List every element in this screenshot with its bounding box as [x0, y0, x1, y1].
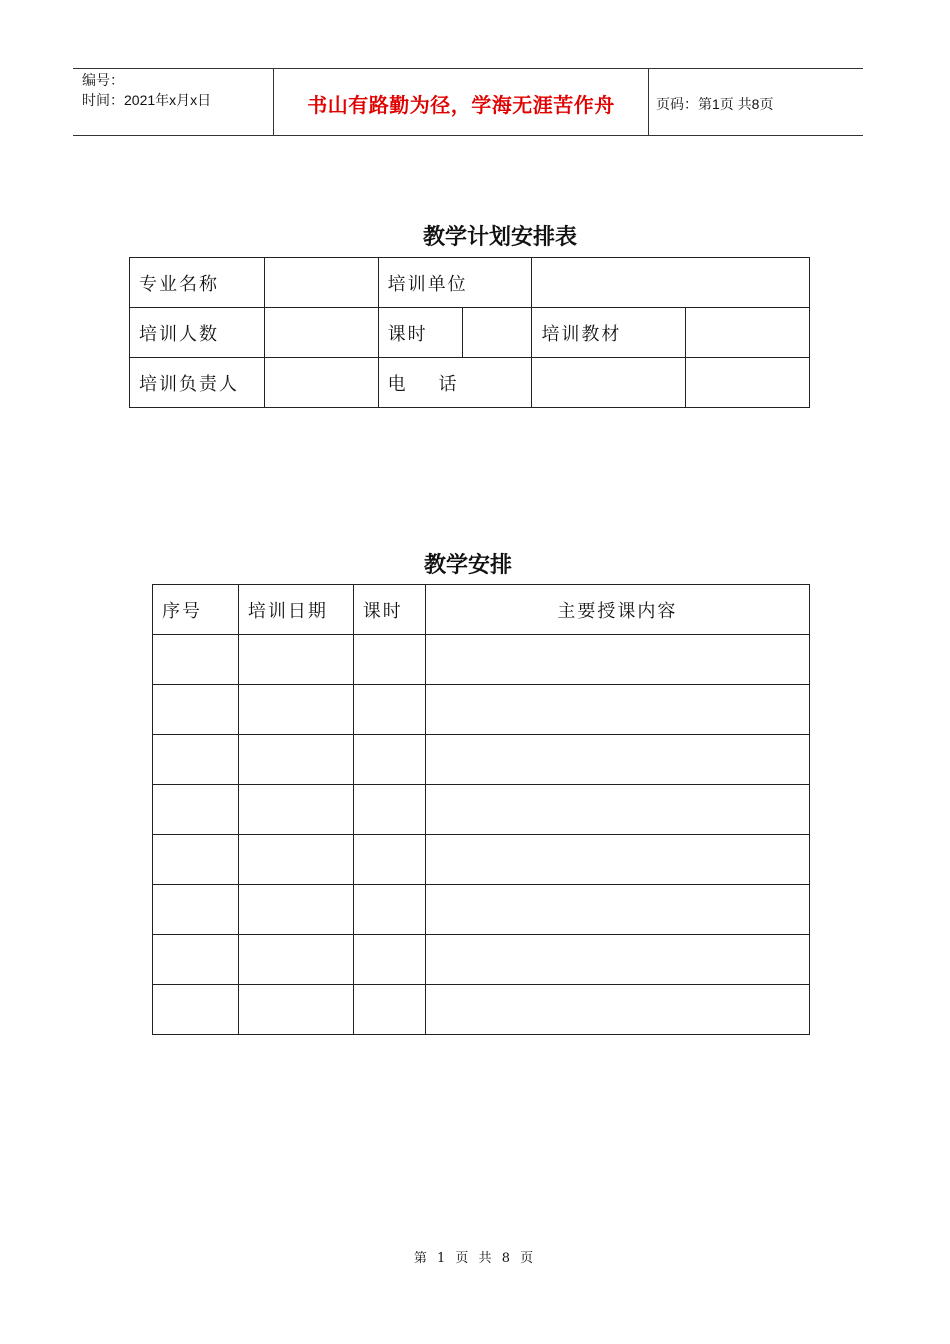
seq-cell[interactable] — [153, 635, 239, 685]
table-row — [153, 735, 810, 785]
hours-cell[interactable] — [353, 835, 425, 885]
date-cell[interactable] — [238, 635, 353, 685]
table-row — [130, 358, 810, 408]
phone-value-cell[interactable] — [532, 358, 686, 408]
table-row — [153, 985, 810, 1035]
major-value-cell[interactable] — [264, 258, 378, 308]
header-hours: 课时 — [353, 585, 425, 635]
content-cell[interactable] — [425, 835, 809, 885]
hours-cell[interactable] — [353, 935, 425, 985]
date-cell[interactable] — [238, 685, 353, 735]
schedule-header-row — [153, 585, 810, 635]
header-top-rule — [73, 68, 863, 69]
unit-label: 培训单位 — [378, 258, 532, 308]
material-label: 培训教材 — [532, 308, 686, 358]
header-bottom-rule — [73, 135, 863, 136]
hours-value-cell[interactable] — [462, 308, 532, 358]
header-divider-right — [648, 68, 649, 136]
seq-cell[interactable] — [153, 835, 239, 885]
plan-table — [129, 257, 810, 408]
header-content: 主要授课内容 — [425, 585, 809, 635]
date-cell[interactable] — [238, 935, 353, 985]
date-cell[interactable] — [238, 835, 353, 885]
content-cell[interactable] — [425, 935, 809, 985]
content-cell[interactable] — [425, 985, 809, 1035]
seq-cell[interactable] — [153, 685, 239, 735]
count-label: 培训人数 — [130, 308, 265, 358]
table-row — [153, 935, 810, 985]
hours-cell[interactable] — [353, 785, 425, 835]
table-row — [130, 258, 810, 308]
leader-label: 培训负责人 — [130, 358, 265, 408]
content-cell[interactable] — [425, 785, 809, 835]
table-row — [130, 308, 810, 358]
seq-cell[interactable] — [153, 785, 239, 835]
header-seq: 序号 — [153, 585, 239, 635]
page-footer: 第 1 页 共 8 页 — [413, 1251, 537, 1266]
hours-label: 课时 — [378, 308, 462, 358]
unit-value-cell[interactable] — [532, 258, 810, 308]
phone-label: 电 话 — [378, 358, 532, 408]
date-cell[interactable] — [238, 885, 353, 935]
leader-value-cell[interactable] — [264, 358, 378, 408]
time-label: 时间：2021年x月x日 — [82, 92, 212, 108]
header-motto: 书山有路勤为径，学海无涯苦作舟 — [307, 93, 615, 117]
hours-cell[interactable] — [353, 885, 425, 935]
material-value-cell[interactable] — [686, 308, 810, 358]
table-row — [153, 785, 810, 835]
hours-cell[interactable] — [353, 685, 425, 735]
content-cell[interactable] — [425, 685, 809, 735]
table-row — [153, 635, 810, 685]
content-cell[interactable] — [425, 635, 809, 685]
hours-cell[interactable] — [353, 985, 425, 1035]
date-cell[interactable] — [238, 785, 353, 835]
table-row — [153, 885, 810, 935]
header-date: 培训日期 — [238, 585, 353, 635]
seq-cell[interactable] — [153, 735, 239, 785]
table-row — [153, 685, 810, 735]
date-cell[interactable] — [238, 985, 353, 1035]
major-label: 专业名称 — [130, 258, 265, 308]
plan-table-title: 教学计划安排表 — [422, 224, 577, 250]
serial-label: 编号： — [82, 72, 124, 88]
schedule-table-title: 教学安排 — [423, 552, 512, 578]
seq-cell[interactable] — [153, 935, 239, 985]
hours-cell[interactable] — [353, 735, 425, 785]
hours-cell[interactable] — [353, 635, 425, 685]
content-cell[interactable] — [425, 885, 809, 935]
extra-value-cell[interactable] — [686, 358, 810, 408]
table-row — [153, 835, 810, 885]
seq-cell[interactable] — [153, 885, 239, 935]
content-cell[interactable] — [425, 735, 809, 785]
page-info: 页码：第1页 共8页 — [656, 96, 774, 112]
date-cell[interactable] — [238, 735, 353, 785]
count-value-cell[interactable] — [264, 308, 378, 358]
schedule-table — [152, 584, 810, 1035]
seq-cell[interactable] — [153, 985, 239, 1035]
